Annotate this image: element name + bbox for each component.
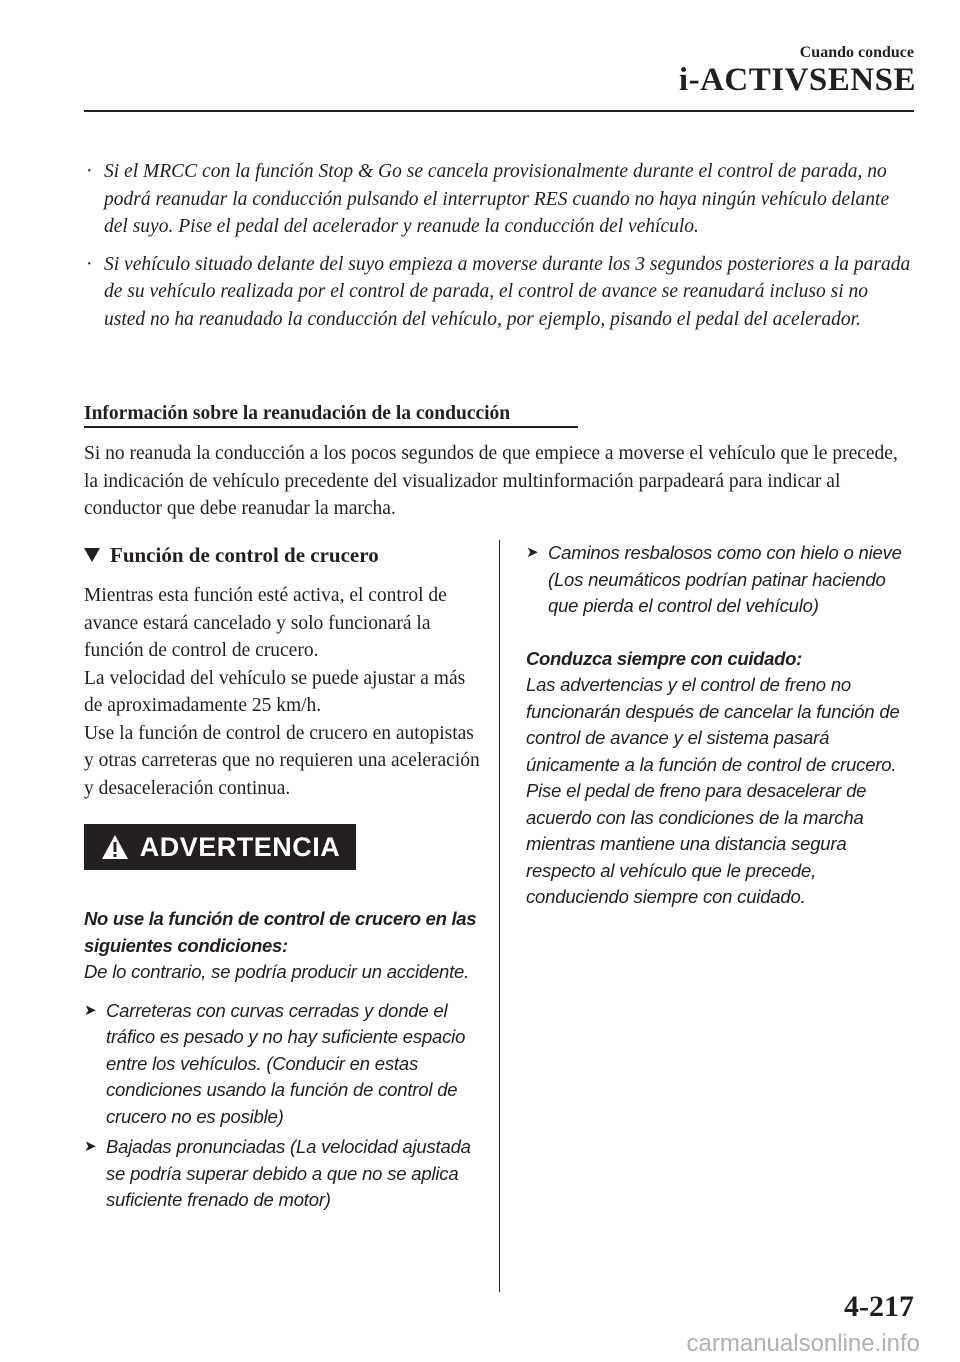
header-rule: [84, 110, 914, 112]
warning-bold-text: No use la función de control de crucero en las siguientes condiciones:: [84, 908, 477, 956]
note-item: [84, 251, 914, 334]
warning-label: ADVERTENCIA: [139, 831, 341, 862]
warning-text: De lo contrario, se podría producir un accidente.: [84, 961, 470, 982]
warning-banner: [84, 824, 356, 870]
note-text: Si vehículo situado delante del suyo empieza a moverse durante los 3 segundos posteriores a la parada de su vehículo realizada por el control de parada, el control de avance se reanudará incluso si no usted no ha reanudado la conducción del vehículo, por ejemplo, pisando el pedal del acelerador.: [104, 253, 911, 330]
chapter-title: i-ACTIVSENSE: [678, 62, 916, 98]
bullet-icon: ·: [86, 161, 93, 182]
drive-careful-text: Las advertencias y el control de freno no funcionarán después de cancelar la función de control de avance y el sistema pasará únicamente a la función de control de crucero. Pise el pedal de freno para desacelerar de acuerdo con las condiciones de la marcha mientras mantiene una distancia segura respecto al vehículo que le precede, conduciendo siempre con cuidado.: [526, 674, 900, 907]
warning-list-item: [526, 540, 918, 620]
warning-list-item: [84, 998, 480, 1131]
note-text: Si el MRCC con la función Stop & Go se cancela provisionalmente durante el control de parada, no podrá reanudar la conducción pulsando el interruptor RES cuando no haya ningún vehículo delante del suyo. Pise el pedal del acelerador y reanude la conducción del vehículo.: [104, 161, 890, 237]
warning-triangle-icon: [100, 833, 130, 861]
cruise-heading: [84, 540, 480, 570]
right-column: [526, 540, 918, 911]
note-item: [84, 158, 914, 241]
drive-careful-bold: Conduzca siempre con cuidado:: [526, 647, 803, 669]
warning-list: [84, 998, 480, 1214]
cruise-paragraph: Mientras esta función esté activa, el control de avance estará cancelado y solo funcionará la función de control de crucero.: [84, 585, 447, 661]
resume-info-heading: Información sobre la reanudación de la conducción: [84, 403, 511, 424]
cruise-paragraph: Use la función de control de crucero en autopistas y otras carreteras que no requieren una aceleración y desaceleración continua.: [84, 722, 480, 799]
warning-item-text: Carreteras con curvas cerradas y donde el tráfico es pesado y no hay suficiente espacio entre los vehículos. (Conducir en estas condiciones usando la función de control de crucero no es posible): [106, 999, 466, 1127]
bullet-icon: ·: [86, 253, 93, 275]
cruise-paragraph: La velocidad del vehículo se puede ajustar a más de aproximadamente 25 km/h.: [84, 667, 466, 716]
column-divider: [499, 540, 500, 1292]
resume-info-text: Si no reanuda la conducción a los pocos segundos de que empiece a moverse el vehículo que le precede, la indicación de vehículo precedente del visualizador multinformación parpadeará para indicar al conductor que debe reanudar la marcha.: [84, 443, 898, 519]
warning-list-continued: [526, 540, 918, 620]
arrow-right-icon: ➤: [84, 1138, 97, 1155]
header-section: Cuando conduce: [799, 44, 914, 61]
arrow-right-icon: ➤: [526, 544, 539, 561]
left-column: [84, 540, 480, 1218]
heading-underline: [84, 426, 578, 428]
warning-item-text: Bajadas pronunciadas (La velocidad ajustada se podría superar debido a que no se aplica suficiente frenado de motor): [106, 1136, 471, 1210]
triangle-down-icon: [84, 548, 100, 562]
watermark: carmanualsonline.info: [686, 1330, 920, 1357]
cruise-heading-text: Función de control de crucero: [110, 543, 379, 567]
note-list: [84, 158, 914, 343]
arrow-right-icon: ➤: [84, 1001, 97, 1019]
warning-list-item: [84, 1134, 480, 1214]
warning-item-text: Caminos resbalosos como con hielo o nieve (Los neumáticos podrían patinar haciendo que pierda el control del vehículo): [548, 542, 902, 616]
page-number: 4-217: [844, 1290, 914, 1323]
